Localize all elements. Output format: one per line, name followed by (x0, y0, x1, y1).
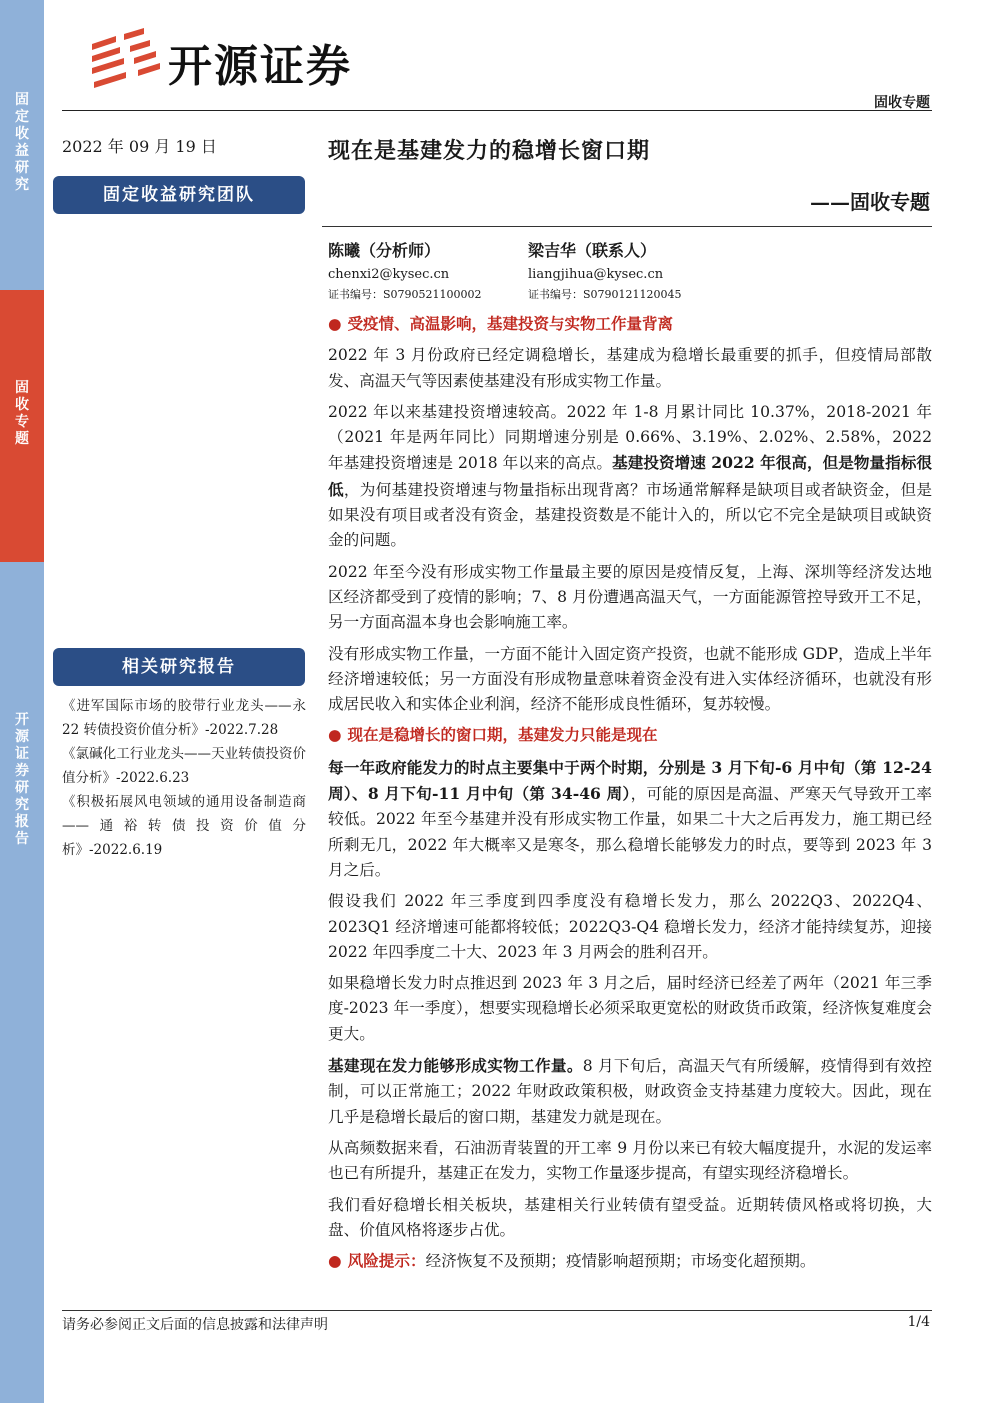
section-heading-text: 现在是稳增长的窗口期，基建发力只能是现在 (347, 726, 658, 745)
section-heading (328, 723, 932, 748)
related-report-item[interactable]: 《进军国际市场的胶带行业龙头——永 22 转债投资价值分析》-2022.7.28 (62, 698, 306, 738)
bullet-icon: ● (328, 1252, 342, 1271)
paragraph: 没有形成实物工作量，一方面不能计入固定资产投资，也就不能形成 GDP，造成上半年经济增速较低；另一方面没有形成物量意味着资金没有进入实体经济循环，也就没有形成居民收入和实体企业利润，经济不能形成良性循环，复苏较慢。 (328, 644, 932, 714)
author-name: 梁吉华（联系人） (528, 241, 657, 260)
sidebar-bottom (0, 562, 44, 1403)
team-box: 固定收益研究团队 (53, 176, 305, 214)
risk-label: 风险提示： (347, 1252, 426, 1271)
page-subtitle: ——固收专题 (810, 190, 930, 214)
bullet-icon: ● (328, 315, 342, 333)
paragraph: 如果稳增长发力时点推迟到 2023 年 3 月之后，届时经济已经差了两年（2021 年三季度-2023 年一季度），想要实现稳增长必须采取更宽松的财政货币政策，经济恢复难度会更大。 (328, 974, 932, 1043)
related-reports-heading: 相关研究报告 (53, 648, 305, 686)
paragraph-text: ，为何基建投资增速与物量指标出现背离？市场通常解释是缺项目或者缺资金，但是如果没有项目或者没有资金，基建投资数是不能计入的，所以它不完全是缺项目或缺资金的问题。 (328, 480, 932, 550)
related-report-item[interactable]: 《氯碱化工行业龙头——天业转债投资价值分析》-2022.6.23 (62, 746, 306, 786)
author-email[interactable]: chenxi2@kysec.cn (328, 267, 450, 282)
paragraph: 我们看好稳增长相关板块，基建相关行业转债有望受益。近期转债风格或将切换，大盘、价值风格将逐步占优。 (328, 1195, 932, 1239)
risk-warning (328, 1249, 932, 1274)
paragraph: 2022 年 3 月份政府已经定调稳增长，基建成为稳增长最重要的抓手，但疫情局部散发、高温天气等因素使基建没有形成实物工作量。 (328, 346, 932, 390)
paragraph-text: ，可能的原因是高温、严寒天气导致开工率较低。2022 年至今基建并没有形成实物工作量，如果二十大之后再发力，施工期已经所剩无几，2022 年大概率又是寒冬，那么稳增长能够发力的时点，要等到 2023 年 3 月之后。 (328, 785, 932, 879)
header-tag: 固收专题 (874, 95, 930, 111)
paragraph (328, 755, 932, 883)
paragraph: 2022 年至今没有形成实物工作量最主要的原因是疫情反复，上海、深圳等经济发达地区经济都受到了疫情的影响；7、8 月份遭遇高温天气，一方面能源管控导致开工不足，另一方面高温本身也会影响施工率。 (328, 562, 932, 632)
page-title: 现在是基建发力的稳增长窗口期 (328, 138, 651, 164)
related-report-item[interactable]: 《积极拓展风电领域的通用设备制造商——通裕转债投资价值分析》-2022.6.19 (62, 794, 306, 858)
author-cert: 证书编号：S0790521100002 (328, 288, 482, 301)
paragraph-emphasis: 基建投资增速 2022 年很高，但是物量指标很低 (328, 453, 932, 499)
author-email[interactable]: liangjihua@kysec.cn (528, 267, 664, 282)
paragraph-text: 8 月下旬后，高温天气有所缓解，疫情得到有效控制，可以正常施工；2022 年财政政策积极，财政资金支持基建力度较大。因此，现在几乎是稳增长最后的窗口期，基建发力就是现在。 (328, 1057, 932, 1126)
paragraph (328, 400, 932, 554)
author-name: 陈曦（分析师） (328, 241, 441, 260)
brand-name: 开源证券 (168, 41, 352, 92)
brand-logo-icon (86, 26, 166, 90)
author-card (528, 238, 682, 302)
paragraph-emphasis: 每一年政府能发力的时点主要集中于两个时期，分别是 3 月下旬-6 月中旬（第 12-24 周）、8 月下旬-11 月中旬（第 34-46 周） (328, 757, 932, 804)
related-reports-list (62, 694, 306, 862)
risk-text: 经济恢复不及预期；疫情影响超预期；市场变化超预期。 (425, 1252, 816, 1271)
paragraph-text: 2022 年以来基建投资增速较高。2022 年 1-8 月累计同比 10.37%，2018-2021 年（2021 年是两年同比）同期增速分别是 0.66%、3.19%、2.02%、2.58%，2022 年基建投资增速是 2018 年以来的高点。 (328, 402, 932, 473)
paragraph-emphasis: 基建现在发力能够形成实物工作量。 (328, 1056, 583, 1076)
paragraph (328, 1053, 932, 1130)
author-card (328, 238, 482, 302)
sidebar-top (0, 0, 44, 290)
report-body (328, 312, 932, 1280)
sidebar-bottom-label: 开源证券研究报告 (15, 712, 29, 847)
sidebar-middle-label: 固收专题 (15, 380, 29, 447)
author-cert: 证书编号：S0790121120045 (528, 288, 682, 301)
paragraph: 从高频数据来看，石油沥青装置的开工率 9 月份以来已有较大幅度提升，水泥的发运率也已有所提升，基建正在发力，实物工作量逐步提高，有望实现经济稳增长。 (328, 1138, 932, 1183)
sidebar-middle (0, 290, 44, 562)
paragraph: 假设我们 2022 年三季度到四季度没有稳增长发力，那么 2022Q3、2022Q4、2023Q1 经济增速可能都将较低；2022Q3-Q4 稳增长发力，经济才能持续复苏，迎接 2022 年四季度二十大、2023 年 3 月两会的胜利召开。 (328, 892, 932, 961)
footer-disclaimer: 请务必参阅正文后面的信息披露和法律声明 (62, 1317, 328, 1333)
page-number: 1/4 (907, 1314, 930, 1330)
section-heading (328, 312, 932, 337)
sidebar-top-label: 固定收益研究 (15, 92, 29, 193)
report-date: 2022 年 09 月 19 日 (62, 137, 217, 156)
bullet-icon: ● (328, 726, 342, 745)
section-heading-text: 受疫情、高温影响，基建投资与实物工作量背离 (347, 315, 674, 333)
title-divider (322, 226, 932, 227)
footer-divider (62, 1310, 932, 1311)
header-divider (62, 110, 932, 111)
